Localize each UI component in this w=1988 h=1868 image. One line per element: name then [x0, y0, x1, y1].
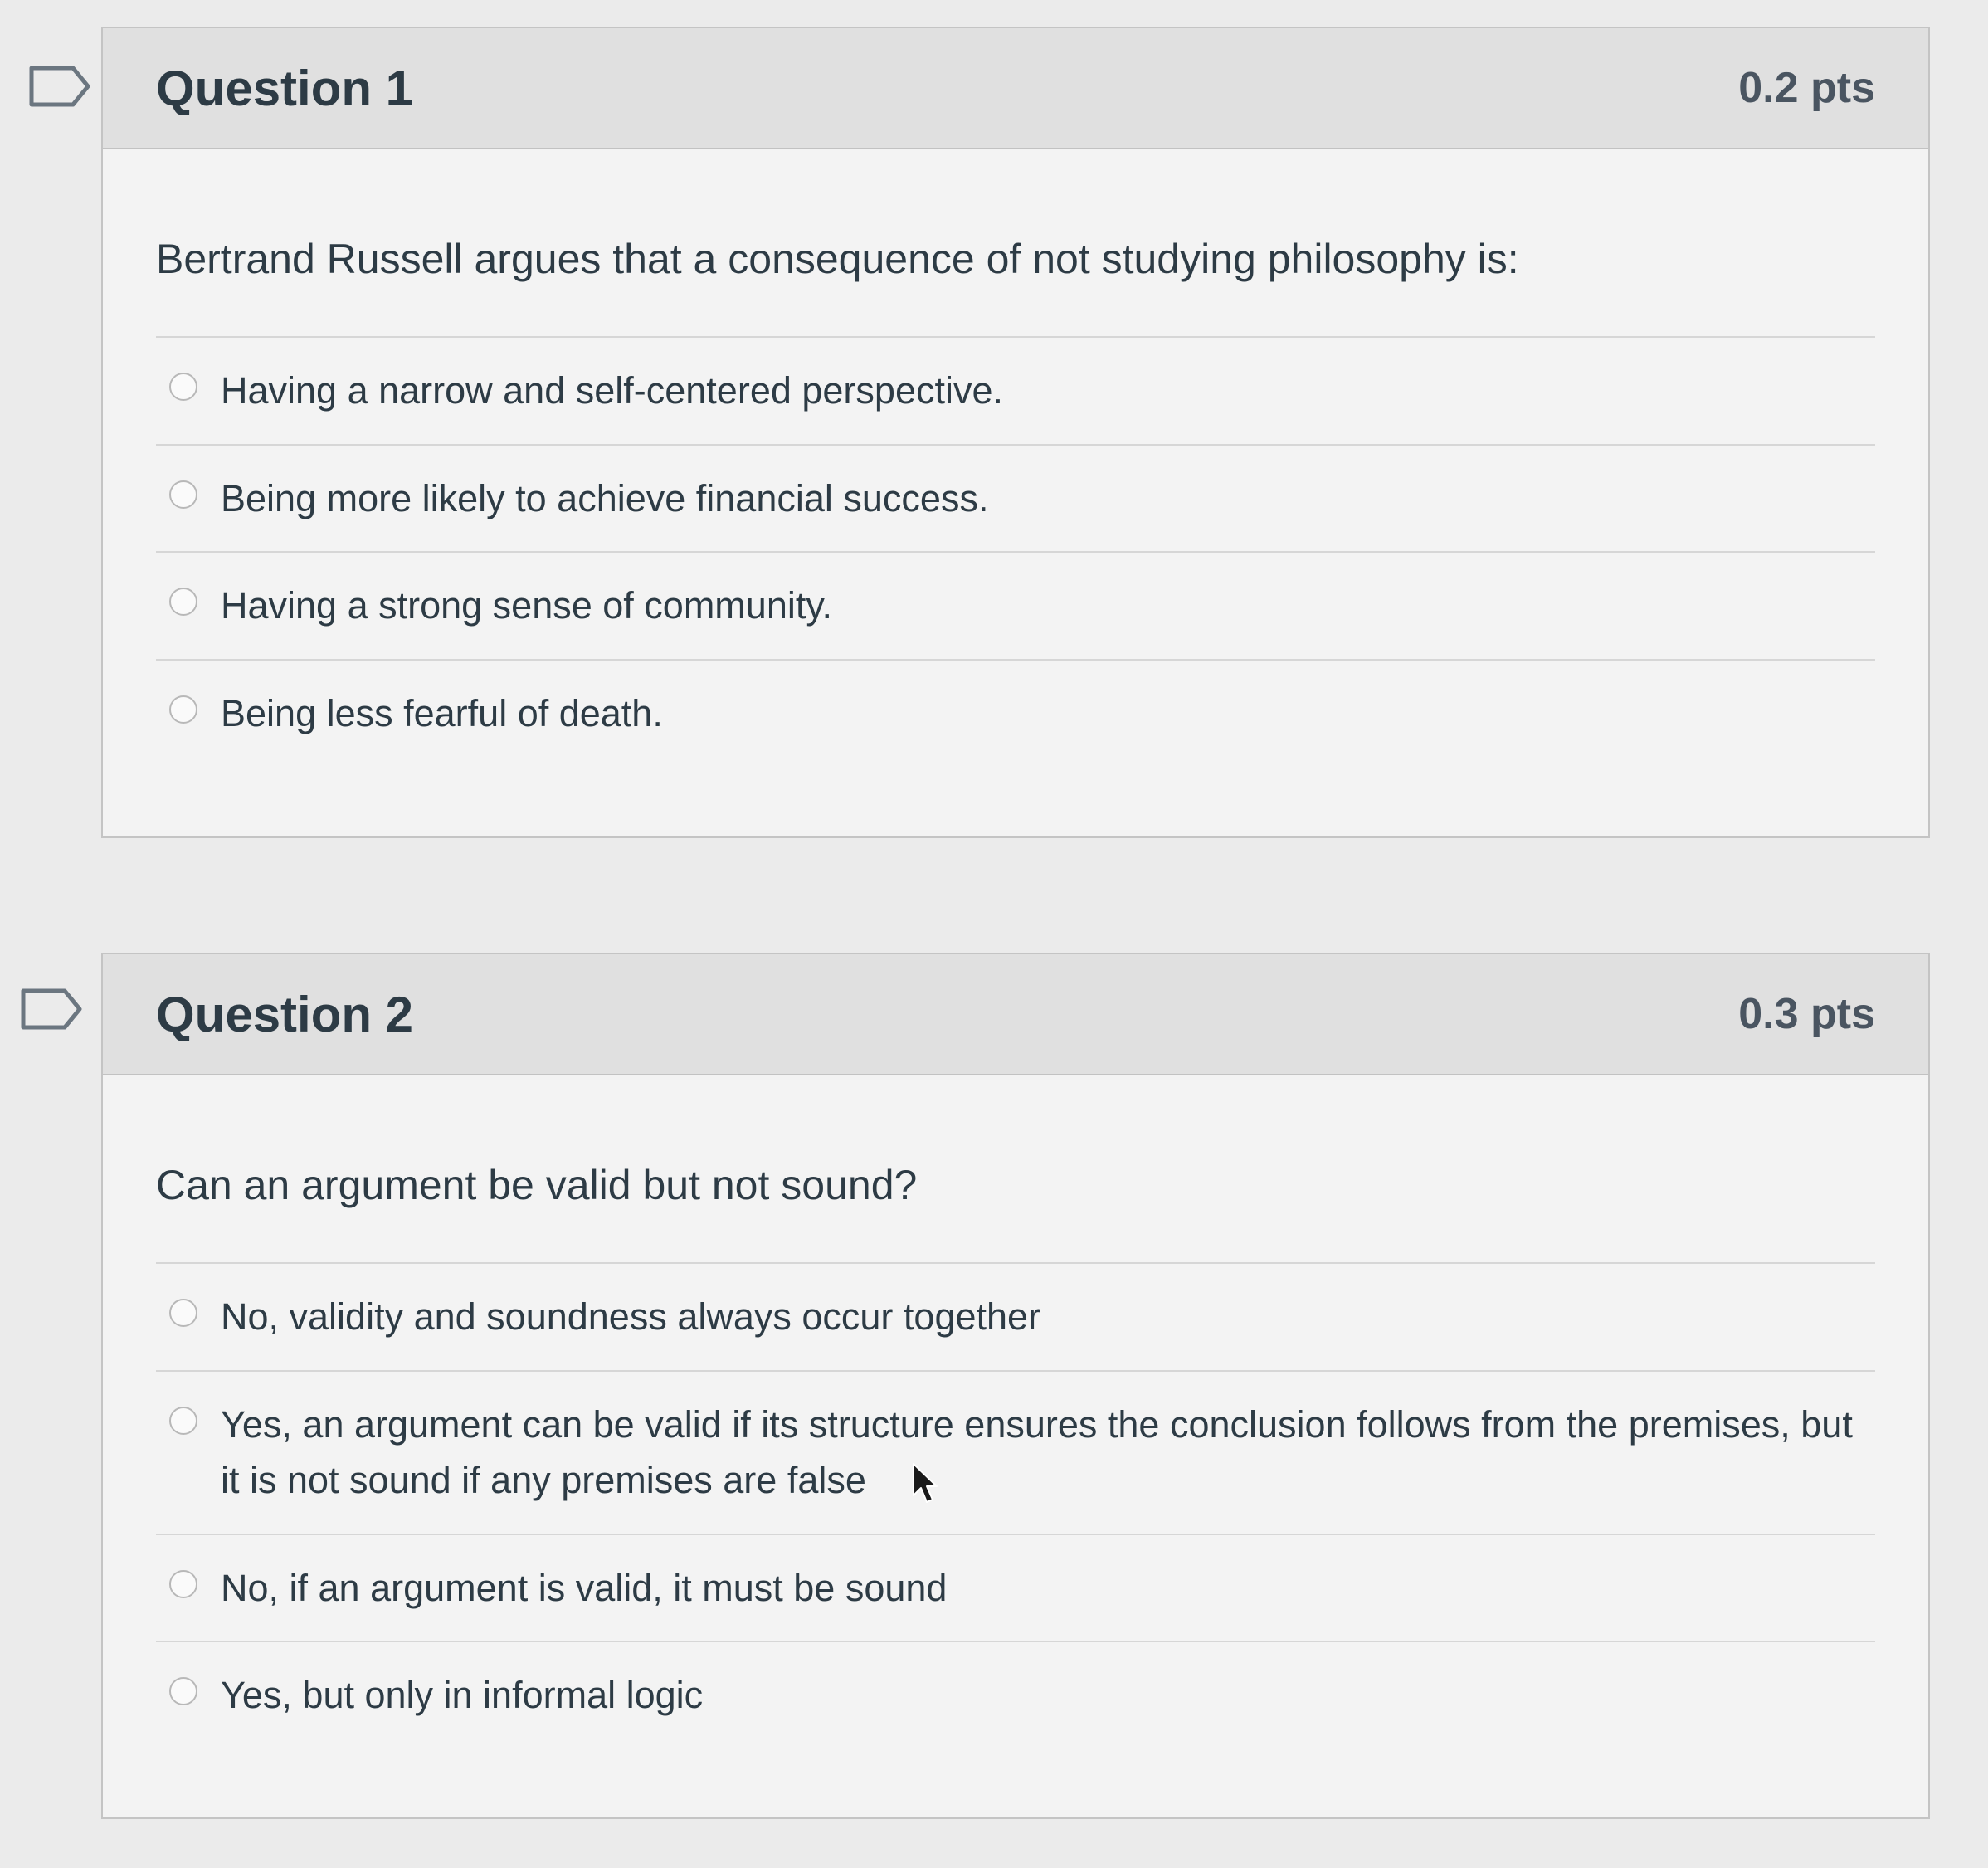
answer-list	[156, 338, 1875, 766]
answer-option[interactable]	[156, 1264, 1875, 1372]
question-points: 0.3 pts	[1738, 990, 1875, 1038]
question-points: 0.2 pts	[1738, 64, 1875, 112]
radio-button[interactable]	[169, 1570, 197, 1598]
answer-option[interactable]	[156, 1372, 1875, 1535]
answer-option[interactable]	[156, 446, 1875, 554]
mouse-cursor-icon	[911, 1462, 939, 1505]
answer-label: Yes, an argument can be valid if its structure ensures the conclusion follows from the premises, but it is not sound if any premises are false	[221, 1402, 1853, 1501]
answer-label: Having a strong sense of community.	[221, 584, 833, 627]
question-header	[103, 954, 1928, 1075]
answer-label: No, if an argument is valid, it must be sound	[221, 1566, 948, 1609]
question-title: Question 1	[156, 60, 414, 116]
answer-option[interactable]	[156, 1642, 1875, 1749]
answer-label: Being less fearful of death.	[221, 691, 663, 734]
question-title: Question 2	[156, 986, 414, 1042]
question-text: Bertrand Russell argues that a consequence of not studying philosophy is:	[156, 236, 1519, 282]
answer-option[interactable]	[156, 661, 1875, 767]
question-body	[103, 149, 1928, 766]
radio-button[interactable]	[169, 480, 197, 509]
flag-question-2-icon[interactable]	[20, 988, 83, 1031]
question-body	[103, 1075, 1928, 1749]
answer-label: No, validity and soundness always occur together	[221, 1295, 1041, 1338]
question-header	[103, 28, 1928, 149]
radio-button[interactable]	[169, 588, 197, 616]
radio-button[interactable]	[169, 695, 197, 724]
flag-question-1-icon[interactable]	[28, 65, 91, 108]
answer-label: Yes, but only in informal logic	[221, 1674, 704, 1716]
radio-button[interactable]	[169, 373, 197, 401]
radio-button[interactable]	[169, 1407, 197, 1435]
answer-option[interactable]	[156, 338, 1875, 446]
answer-label: Having a narrow and self-centered perspective.	[221, 369, 1004, 412]
question-1	[101, 27, 1930, 838]
answer-list	[156, 1264, 1875, 1749]
answer-label: Being more likely to achieve financial success.	[221, 476, 989, 519]
radio-button[interactable]	[169, 1299, 197, 1327]
answer-option[interactable]	[156, 1535, 1875, 1643]
question-text: Can an argument be valid but not sound?	[156, 1162, 918, 1208]
question-2	[101, 953, 1930, 1819]
radio-button[interactable]	[169, 1677, 197, 1705]
answer-option[interactable]	[156, 553, 1875, 661]
